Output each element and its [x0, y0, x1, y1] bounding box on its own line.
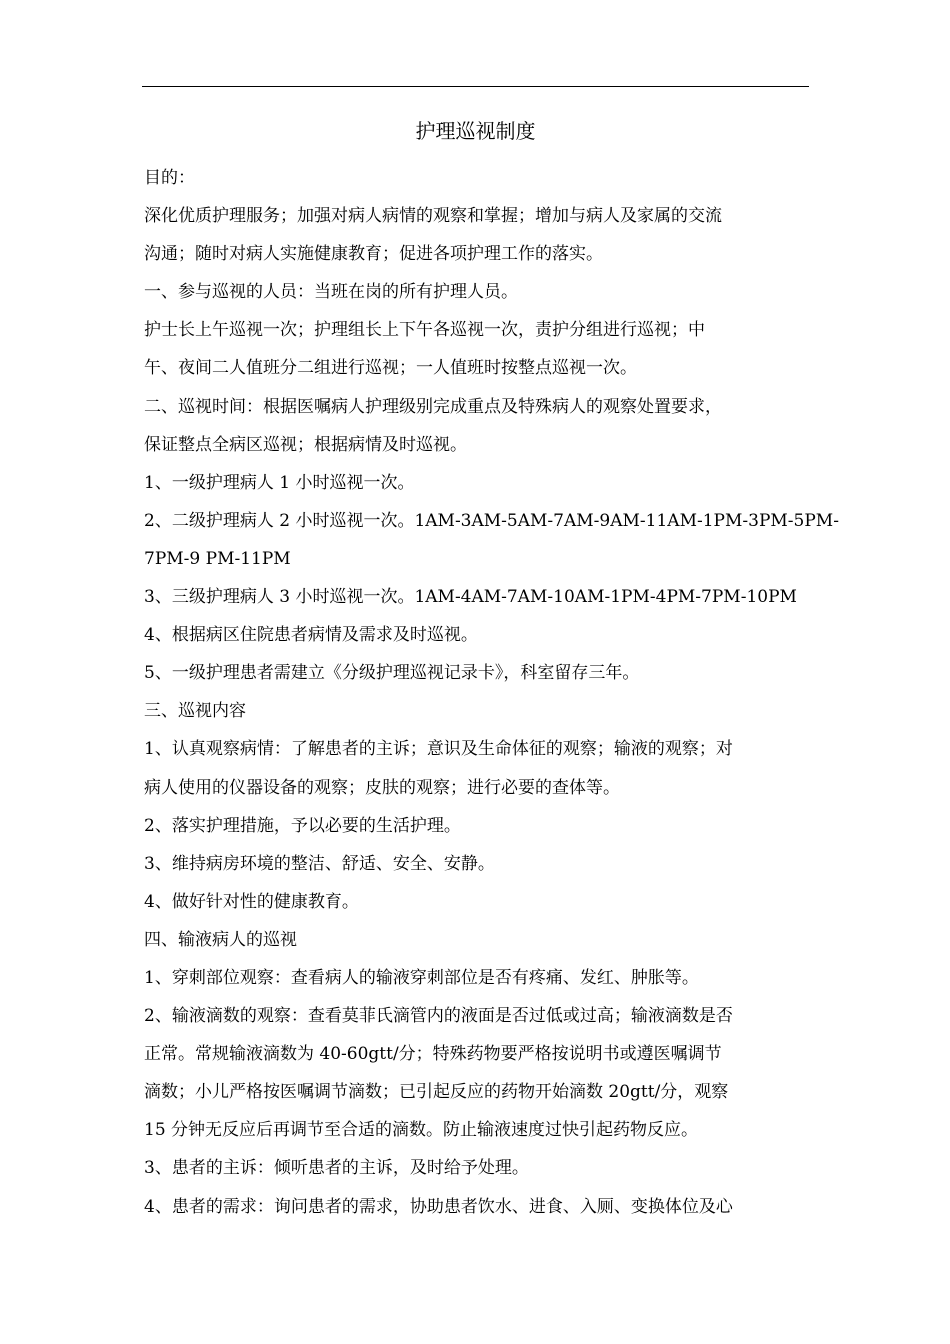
document-title: 护理巡视制度	[415, 119, 536, 143]
body-line: 5、一级护理患者需建立《分级护理巡视记录卡》，科室留存三年。	[144, 663, 640, 684]
body-line: 目的：	[144, 168, 195, 188]
body-line: 四、输液病人的巡视	[144, 929, 297, 950]
body-line: 一、参与巡视的人员：当班在岗的所有护理人员。	[144, 282, 518, 303]
body-line: 滴数；小儿严格按医嘱调节滴数；已引起反应的药物开始滴数 20gtt/分，观察	[144, 1082, 729, 1103]
body-line: 15 分钟无反应后再调节至合适的滴数。防止输液速度过快引起药物反应。	[144, 1120, 699, 1141]
body-line: 1、一级护理病人 1 小时巡视一次。	[144, 472, 415, 493]
body-line: 护士长上午巡视一次；护理组长上下午各巡视一次，责护分组进行巡视；中	[144, 320, 705, 341]
body-line: 正常。常规输液滴数为 40-60gtt/分；特殊药物要严格按说明书或遵医嘱调节	[144, 1044, 722, 1065]
body-line: 2、二级护理病人 2 小时巡视一次。1AM-3AM-5AM-7AM-9AM-11AM-1PM-3PM-5PM-	[144, 510, 839, 531]
header-rule	[142, 86, 809, 87]
body-line: 深化优质护理服务；加强对病人病情的观察和掌握；增加与病人及家属的交流	[144, 206, 722, 227]
document-body	[144, 159, 839, 1226]
body-line: 保证整点全病区巡视；根据病情及时巡视。	[144, 434, 467, 455]
body-line: 3、维持病房环境的整洁、舒适、安全、安静。	[144, 853, 495, 874]
body-line: 4、患者的需求：询问患者的需求，协助患者饮水、进食、入厕、变换体位及心	[144, 1196, 733, 1217]
body-line: 4、根据病区住院患者病情及需求及时巡视。	[144, 625, 478, 646]
body-line: 二、巡视时间：根据医嘱病人护理级别完成重点及特殊病人的观察处置要求，	[144, 396, 722, 417]
body-line: 三、巡视内容	[144, 701, 246, 722]
body-line: 2、落实护理措施，予以必要的生活护理。	[144, 815, 461, 836]
body-line: 3、患者的主诉：倾听患者的主诉，及时给予处理。	[144, 1158, 529, 1179]
body-line: 2、输液滴数的观察：查看莫菲氏滴管内的液面是否过低或过高；输液滴数是否	[144, 1006, 733, 1027]
body-line: 4、做好针对性的健康教育。	[144, 891, 359, 912]
body-line: 7PM-9 PM-11PM	[144, 548, 291, 569]
body-line: 3、三级护理病人 3 小时巡视一次。1AM-4AM-7AM-10AM-1PM-4PM-7PM-10PM	[144, 587, 797, 608]
body-line: 沟通；随时对病人实施健康教育；促进各项护理工作的落实。	[144, 244, 603, 265]
body-line: 1、穿刺部位观察：查看病人的输液穿刺部位是否有疼痛、发红、肿胀等。	[144, 967, 699, 988]
body-line: 1、认真观察病情：了解患者的主诉；意识及生命体征的观察；输液的观察；对	[144, 739, 733, 760]
body-line: 午、夜间二人值班分二组进行巡视；一人值班时按整点巡视一次。	[144, 358, 637, 379]
body-line: 病人使用的仪器设备的观察；皮肤的观察；进行必要的查体等。	[144, 777, 620, 798]
